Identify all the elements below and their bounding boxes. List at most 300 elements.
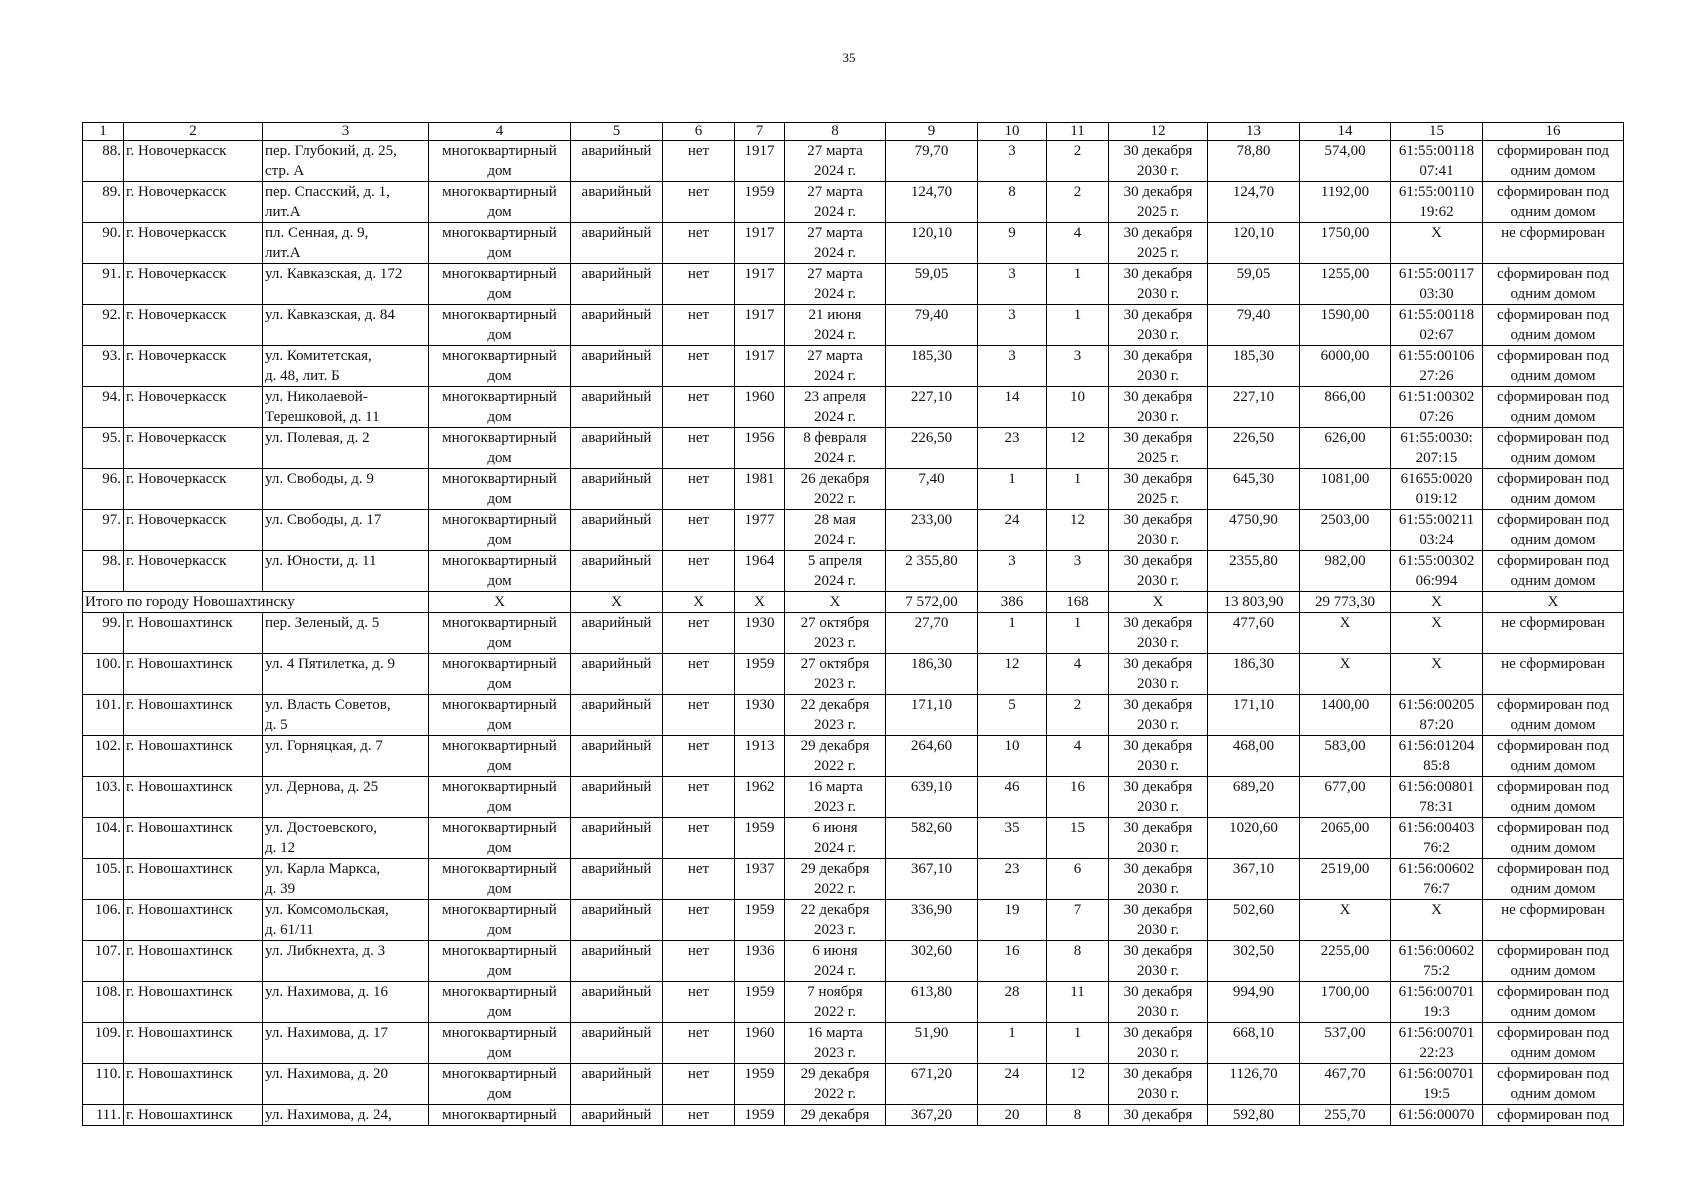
building-type-cell (429, 613, 571, 654)
address-cell (263, 223, 429, 264)
recognition-date-cell (785, 818, 886, 859)
table-row (83, 818, 1624, 859)
building-type-cell (429, 428, 571, 469)
address-cell-line-2: д. 48, лит. Б (265, 368, 340, 384)
year-cell: 1917 (735, 223, 785, 264)
cadastral-number-cell-line-2: 07:26 (1419, 409, 1454, 425)
planned-date-cell (1109, 264, 1208, 305)
planned-date-cell-line-1: 30 декабря (1123, 615, 1193, 631)
table-row (83, 1023, 1624, 1064)
value-cell: 227,10 (1208, 387, 1300, 428)
recognition-date-cell (785, 182, 886, 223)
planned-date-cell (1109, 695, 1208, 736)
plot-status-cell-line-1: сформирован под (1497, 143, 1609, 159)
row-number: 95. (83, 428, 124, 469)
cadastral-number-cell-line-1: 61:55:0030: (1400, 430, 1473, 446)
row-number: 105. (83, 859, 124, 900)
recognition-date-cell-line-1: 7 ноября (807, 984, 863, 1000)
building-type-cell-line-1: многоквартирный (442, 738, 557, 754)
building-type-cell-line-1: многоквартирный (442, 861, 557, 877)
column-number: 4 (429, 123, 571, 141)
value-cell: 477,60 (1208, 613, 1300, 654)
planned-date-cell-line-2: 2030 г. (1137, 758, 1179, 774)
count-cell: 3 (978, 141, 1047, 182)
planned-date-cell (1109, 305, 1208, 346)
count-cell: 1 (978, 469, 1047, 510)
row-number: 104. (83, 818, 124, 859)
address-cell (263, 941, 429, 982)
planned-date-cell (1109, 223, 1208, 264)
summary-value: Х (1483, 592, 1624, 613)
count-cell: 12 (1047, 510, 1109, 551)
flag-cell: нет (663, 818, 735, 859)
cadastral-number-cell-line-2: 02:67 (1419, 327, 1454, 343)
building-type-cell-line-1: многоквартирный (442, 225, 557, 241)
row-number: 98. (83, 551, 124, 592)
plot-status-cell (1483, 613, 1624, 654)
recognition-date-cell (785, 141, 886, 182)
table-row (83, 141, 1624, 182)
building-type-cell-line-2: дом (487, 922, 512, 938)
table-row (83, 1064, 1624, 1105)
cadastral-number-cell-line-1: 61:55:00302 (1398, 553, 1475, 569)
building-type-cell (429, 223, 571, 264)
address-cell (263, 695, 429, 736)
building-type-cell-line-2: дом (487, 635, 512, 651)
address-cell-line-1: ул. Нахимова, д. 20 (265, 1066, 389, 1082)
column-number-header (83, 123, 1624, 141)
summary-value: 7 572,00 (886, 592, 978, 613)
value-cell: 367,10 (1208, 859, 1300, 900)
count-cell: 4 (1047, 736, 1109, 777)
building-type-cell-line-2: дом (487, 717, 512, 733)
count-cell: 8 (978, 182, 1047, 223)
address-cell-line-1: ул. Свободы, д. 17 (265, 512, 382, 528)
recognition-date-cell-line-1: 27 марта (807, 348, 863, 364)
cadastral-number-cell (1391, 387, 1483, 428)
recognition-date-cell (785, 900, 886, 941)
cadastral-number-cell-line-2: 019:12 (1415, 491, 1458, 507)
table-row (83, 223, 1624, 264)
recognition-date-cell-line-1: 22 декабря (800, 697, 870, 713)
plot-status-cell (1483, 346, 1624, 387)
plot-status-cell: сформирован под (1483, 1105, 1624, 1126)
summary-value: 386 (978, 592, 1047, 613)
status-cell: аварийный (571, 818, 663, 859)
planned-date-cell-line-1: 30 декабря (1123, 902, 1193, 918)
planned-date-cell-line-1: 30 декабря (1123, 738, 1193, 754)
column-number: 6 (663, 123, 735, 141)
plot-status-cell-line-2: одним домом (1510, 758, 1596, 774)
cadastral-number-cell-line-2: 207:15 (1415, 450, 1458, 466)
summary-value: Х (735, 592, 785, 613)
building-type-cell-line-2: дом (487, 532, 512, 548)
city-cell: г. Новочеркасск (124, 141, 263, 182)
planned-date-cell-line-2: 2030 г. (1137, 922, 1179, 938)
summary-value: Х (1391, 592, 1483, 613)
cadastral-number-cell (1391, 818, 1483, 859)
recognition-date-cell-line-2: 2022 г. (814, 1086, 856, 1102)
address-cell (263, 264, 429, 305)
plot-status-cell (1483, 510, 1624, 551)
building-type-cell-line-1: многоквартирный (442, 389, 557, 405)
area-cell: 227,10 (886, 387, 978, 428)
flag-cell: нет (663, 223, 735, 264)
area-cell: 79,40 (886, 305, 978, 346)
value-cell: 677,00 (1300, 777, 1391, 818)
count-cell: 1 (1047, 469, 1109, 510)
count-cell: 10 (1047, 387, 1109, 428)
count-cell: 19 (978, 900, 1047, 941)
area-cell: 613,80 (886, 982, 978, 1023)
recognition-date-cell-line-2: 2022 г. (814, 881, 856, 897)
flag-cell: нет (663, 982, 735, 1023)
address-cell-line-1: ул. Либкнехта, д. 3 (265, 943, 386, 959)
planned-date-cell-line-1: 30 декабря (1123, 471, 1193, 487)
cadastral-number-cell: 61:56:00070 (1391, 1105, 1483, 1126)
status-cell: аварийный (571, 1064, 663, 1105)
housing-register-table (82, 122, 1624, 1126)
building-type-cell-line-2: дом (487, 204, 512, 220)
address-cell-line-1: пер. Зеленый, д. 5 (265, 615, 380, 631)
cadastral-number-cell-line-1: 61:56:00701 (1398, 1066, 1475, 1082)
cadastral-number-cell (1391, 223, 1483, 264)
recognition-date-cell: 29 декабря (785, 1105, 886, 1126)
planned-date-cell (1109, 613, 1208, 654)
city-cell: г. Новошахтинск (124, 695, 263, 736)
address-cell-line-1: ул. Свободы, д. 9 (265, 471, 374, 487)
planned-date-cell-line-1: 30 декабря (1123, 389, 1193, 405)
value-cell: 1081,00 (1300, 469, 1391, 510)
count-cell: 23 (978, 428, 1047, 469)
planned-date-cell-line-1: 30 декабря (1123, 430, 1193, 446)
cadastral-number-cell-line-1: 61:56:00205 (1398, 697, 1475, 713)
count-cell: 3 (978, 264, 1047, 305)
recognition-date-cell (785, 695, 886, 736)
year-cell: 1930 (735, 695, 785, 736)
recognition-date-cell-line-1: 27 марта (807, 143, 863, 159)
recognition-date-cell-line-2: 2024 г. (814, 204, 856, 220)
address-cell: ул. Нахимова, д. 24, (263, 1105, 429, 1126)
planned-date-cell-line-1: 30 декабря (1123, 512, 1193, 528)
cadastral-number-cell-line-1: 61:56:00403 (1398, 820, 1475, 836)
count-cell: 9 (978, 223, 1047, 264)
table-row (83, 387, 1624, 428)
cadastral-number-cell-line-2: 03:30 (1419, 286, 1454, 302)
address-cell (263, 982, 429, 1023)
building-type-cell-line-2: дом (487, 881, 512, 897)
planned-date-cell (1109, 654, 1208, 695)
cadastral-number-cell-line-1: Х (1431, 615, 1442, 631)
building-type-cell-line-2: дом (487, 286, 512, 302)
building-type-cell (429, 551, 571, 592)
cadastral-number-cell-line-2: 19:3 (1423, 1004, 1450, 1020)
plot-status-cell-line-2: одним домом (1510, 1004, 1596, 1020)
column-number: 3 (263, 123, 429, 141)
flag-cell: нет (663, 469, 735, 510)
plot-status-cell-line-2: одним домом (1510, 573, 1596, 589)
address-cell (263, 182, 429, 223)
year-cell: 1959 (735, 1105, 785, 1126)
area-cell: 582,60 (886, 818, 978, 859)
flag-cell: нет (663, 777, 735, 818)
address-cell-line-1: ул. Кавказская, д. 84 (265, 307, 395, 323)
address-cell (263, 777, 429, 818)
address-cell (263, 141, 429, 182)
building-type-cell-line-1: многоквартирный (442, 512, 557, 528)
city-cell: г. Новошахтинск (124, 736, 263, 777)
year-cell: 1937 (735, 859, 785, 900)
column-number: 13 (1208, 123, 1300, 141)
recognition-date-cell-line-2: 2024 г. (814, 163, 856, 179)
recognition-date-cell-line-1: 23 апреля (804, 389, 866, 405)
address-cell (263, 551, 429, 592)
value-cell: 1192,00 (1300, 182, 1391, 223)
status-cell: аварийный (571, 736, 663, 777)
year-cell: 1964 (735, 551, 785, 592)
value-cell: 1255,00 (1300, 264, 1391, 305)
building-type-cell-line-1: многоквартирный (442, 266, 557, 282)
cadastral-number-cell-line-1: 61:56:00801 (1398, 779, 1475, 795)
building-type-cell-line-2: дом (487, 450, 512, 466)
plot-status-cell-line-1: сформирован под (1497, 266, 1609, 282)
cadastral-number-cell-line-2: 19:5 (1423, 1086, 1450, 1102)
cadastral-number-cell-line-1: 61655:0020 (1400, 471, 1473, 487)
plot-status-cell (1483, 1023, 1624, 1064)
plot-status-cell-line-1: сформирован под (1497, 943, 1609, 959)
status-cell: аварийный (571, 223, 663, 264)
cadastral-number-cell (1391, 654, 1483, 695)
cadastral-number-cell (1391, 346, 1483, 387)
flag-cell: нет (663, 654, 735, 695)
planned-date-cell-line-1: 30 декабря (1123, 184, 1193, 200)
plot-status-cell (1483, 900, 1624, 941)
row-number: 94. (83, 387, 124, 428)
building-type-cell-line-2: дом (487, 409, 512, 425)
status-cell: аварийный (571, 264, 663, 305)
year-cell: 1956 (735, 428, 785, 469)
recognition-date-cell-line-1: 27 марта (807, 225, 863, 241)
area-cell: 59,05 (886, 264, 978, 305)
planned-date-cell-line-1: 30 декабря (1123, 779, 1193, 795)
city-cell: г. Новошахтинск (124, 982, 263, 1023)
area-cell: 124,70 (886, 182, 978, 223)
building-type-cell (429, 941, 571, 982)
plot-status-cell-line-1: не сформирован (1501, 225, 1605, 241)
year-cell: 1917 (735, 346, 785, 387)
plot-status-cell (1483, 982, 1624, 1023)
recognition-date-cell (785, 551, 886, 592)
plot-status-cell (1483, 469, 1624, 510)
recognition-date-cell-line-2: 2024 г. (814, 286, 856, 302)
cadastral-number-cell-line-2: 76:7 (1423, 881, 1450, 897)
planned-date-cell (1109, 551, 1208, 592)
page-number: 35 (842, 50, 856, 65)
column-number: 10 (978, 123, 1047, 141)
planned-date-cell-line-2: 2025 г. (1137, 245, 1179, 261)
status-cell: аварийный (571, 900, 663, 941)
value-cell: 1590,00 (1300, 305, 1391, 346)
recognition-date-cell (785, 1023, 886, 1064)
planned-date-cell-line-2: 2030 г. (1137, 881, 1179, 897)
count-cell: 3 (978, 551, 1047, 592)
value-cell: 6000,00 (1300, 346, 1391, 387)
building-type-cell-line-1: многоквартирный (442, 697, 557, 713)
recognition-date-cell-line-2: 2022 г. (814, 491, 856, 507)
column-number: 1 (83, 123, 124, 141)
building-type-cell-line-1: многоквартирный (442, 184, 557, 200)
recognition-date-cell-line-1: 16 марта (807, 1025, 863, 1041)
planned-date-cell-line-2: 2030 г. (1137, 1086, 1179, 1102)
table-row (83, 551, 1624, 592)
cadastral-number-cell-line-2: 19:62 (1419, 204, 1454, 220)
address-cell-line-1: ул. Нахимова, д. 17 (265, 1025, 389, 1041)
plot-status-cell-line-1: сформирован под (1497, 471, 1609, 487)
address-cell-line-1: ул. 4 Пятилетка, д. 9 (265, 656, 395, 672)
recognition-date-cell-line-1: 26 декабря (800, 471, 870, 487)
summary-row (83, 592, 1624, 613)
recognition-date-cell-line-2: 2023 г. (814, 922, 856, 938)
recognition-date-cell-line-1: 27 октября (800, 615, 870, 631)
row-number: 109. (83, 1023, 124, 1064)
plot-status-cell-line-2: одним домом (1510, 840, 1596, 856)
planned-date-cell (1109, 1023, 1208, 1064)
planned-date-cell-line-2: 2030 г. (1137, 532, 1179, 548)
value-cell: 2503,00 (1300, 510, 1391, 551)
cadastral-number-cell (1391, 469, 1483, 510)
year-cell: 1917 (735, 141, 785, 182)
building-type-cell-line-2: дом (487, 799, 512, 815)
building-type-cell-line-2: дом (487, 758, 512, 774)
summary-label: Итого по городу Новошахтинску (83, 592, 429, 613)
plot-status-cell-line-1: сформирован под (1497, 697, 1609, 713)
cadastral-number-cell-line-1: 61:55:00118 (1398, 307, 1475, 323)
plot-status-cell-line-2: одним домом (1510, 881, 1596, 897)
summary-value: Х (785, 592, 886, 613)
planned-date-cell-line-2: 2030 г. (1137, 1004, 1179, 1020)
column-number: 12 (1109, 123, 1208, 141)
city-cell: г. Новошахтинск (124, 1023, 263, 1064)
row-number: 110. (83, 1064, 124, 1105)
recognition-date-cell (785, 982, 886, 1023)
city-cell: г. Новошахтинск (124, 1105, 263, 1126)
building-type-cell-line-1: многоквартирный (442, 656, 557, 672)
row-number: 88. (83, 141, 124, 182)
address-cell-line-1: ул. Власть Советов, (265, 697, 391, 713)
count-cell: 3 (978, 346, 1047, 387)
area-cell: 671,20 (886, 1064, 978, 1105)
address-cell-line-1: ул. Карла Маркса, (265, 861, 381, 877)
planned-date-cell-line-1: 30 декабря (1123, 943, 1193, 959)
plot-status-cell-line-1: сформирован под (1497, 738, 1609, 754)
count-cell: 3 (1047, 346, 1109, 387)
area-cell: 79,70 (886, 141, 978, 182)
row-number: 101. (83, 695, 124, 736)
plot-status-cell-line-2: одним домом (1510, 163, 1596, 179)
row-number: 111. (83, 1105, 124, 1126)
plot-status-cell (1483, 264, 1624, 305)
cadastral-number-cell-line-1: 61:55:00117 (1398, 266, 1475, 282)
plot-status-cell (1483, 736, 1624, 777)
year-cell: 1959 (735, 1064, 785, 1105)
city-cell: г. Новочеркасск (124, 223, 263, 264)
area-cell: 264,60 (886, 736, 978, 777)
building-type-cell (429, 264, 571, 305)
building-type-cell: многоквартирный (429, 1105, 571, 1126)
plot-status-cell (1483, 141, 1624, 182)
recognition-date-cell-line-2: 2024 г. (814, 409, 856, 425)
city-cell: г. Новочеркасск (124, 551, 263, 592)
count-cell: 16 (1047, 777, 1109, 818)
recognition-date-cell-line-2: 2024 г. (814, 245, 856, 261)
count-cell: 15 (1047, 818, 1109, 859)
year-cell: 1917 (735, 264, 785, 305)
plot-status-cell (1483, 551, 1624, 592)
cadastral-number-cell (1391, 1023, 1483, 1064)
area-cell: 27,70 (886, 613, 978, 654)
status-cell: аварийный (571, 941, 663, 982)
row-number: 92. (83, 305, 124, 346)
value-cell: 226,50 (1208, 428, 1300, 469)
value-cell: 1400,00 (1300, 695, 1391, 736)
count-cell: 2 (1047, 182, 1109, 223)
year-cell: 1959 (735, 654, 785, 695)
address-cell (263, 428, 429, 469)
plot-status-cell (1483, 777, 1624, 818)
planned-date-cell (1109, 818, 1208, 859)
status-cell: аварийный (571, 346, 663, 387)
status-cell: аварийный (571, 182, 663, 223)
year-cell: 1981 (735, 469, 785, 510)
count-cell: 24 (978, 1064, 1047, 1105)
building-type-cell-line-2: дом (487, 491, 512, 507)
status-cell: аварийный (571, 613, 663, 654)
value-cell: 255,70 (1300, 1105, 1391, 1126)
recognition-date-cell-line-1: 16 марта (807, 779, 863, 795)
value-cell: 2065,00 (1300, 818, 1391, 859)
year-cell: 1959 (735, 982, 785, 1023)
table-row (83, 941, 1624, 982)
count-cell: 12 (1047, 1064, 1109, 1105)
address-cell-line-2: Терешковой, д. 11 (265, 409, 380, 425)
cadastral-number-cell (1391, 859, 1483, 900)
recognition-date-cell-line-1: 22 декабря (800, 902, 870, 918)
city-cell: г. Новошахтинск (124, 859, 263, 900)
value-cell: 4750,90 (1208, 510, 1300, 551)
count-cell: 12 (978, 654, 1047, 695)
cadastral-number-cell (1391, 982, 1483, 1023)
flag-cell: нет (663, 141, 735, 182)
table-row (83, 613, 1624, 654)
count-cell: 35 (978, 818, 1047, 859)
summary-value: 29 773,30 (1300, 592, 1391, 613)
planned-date-cell-line-1: 30 декабря (1123, 225, 1193, 241)
cadastral-number-cell-line-1: 61:56:00602 (1398, 943, 1475, 959)
count-cell: 1 (1047, 264, 1109, 305)
year-cell: 1960 (735, 387, 785, 428)
recognition-date-cell (785, 941, 886, 982)
planned-date-cell (1109, 428, 1208, 469)
planned-date-cell-line-1: 30 декабря (1123, 553, 1193, 569)
area-cell: 185,30 (886, 346, 978, 387)
building-type-cell (429, 305, 571, 346)
planned-date-cell-line-1: 30 декабря (1123, 266, 1193, 282)
address-cell (263, 305, 429, 346)
address-cell (263, 510, 429, 551)
status-cell: аварийный (571, 777, 663, 818)
plot-status-cell (1483, 818, 1624, 859)
count-cell: 3 (978, 305, 1047, 346)
